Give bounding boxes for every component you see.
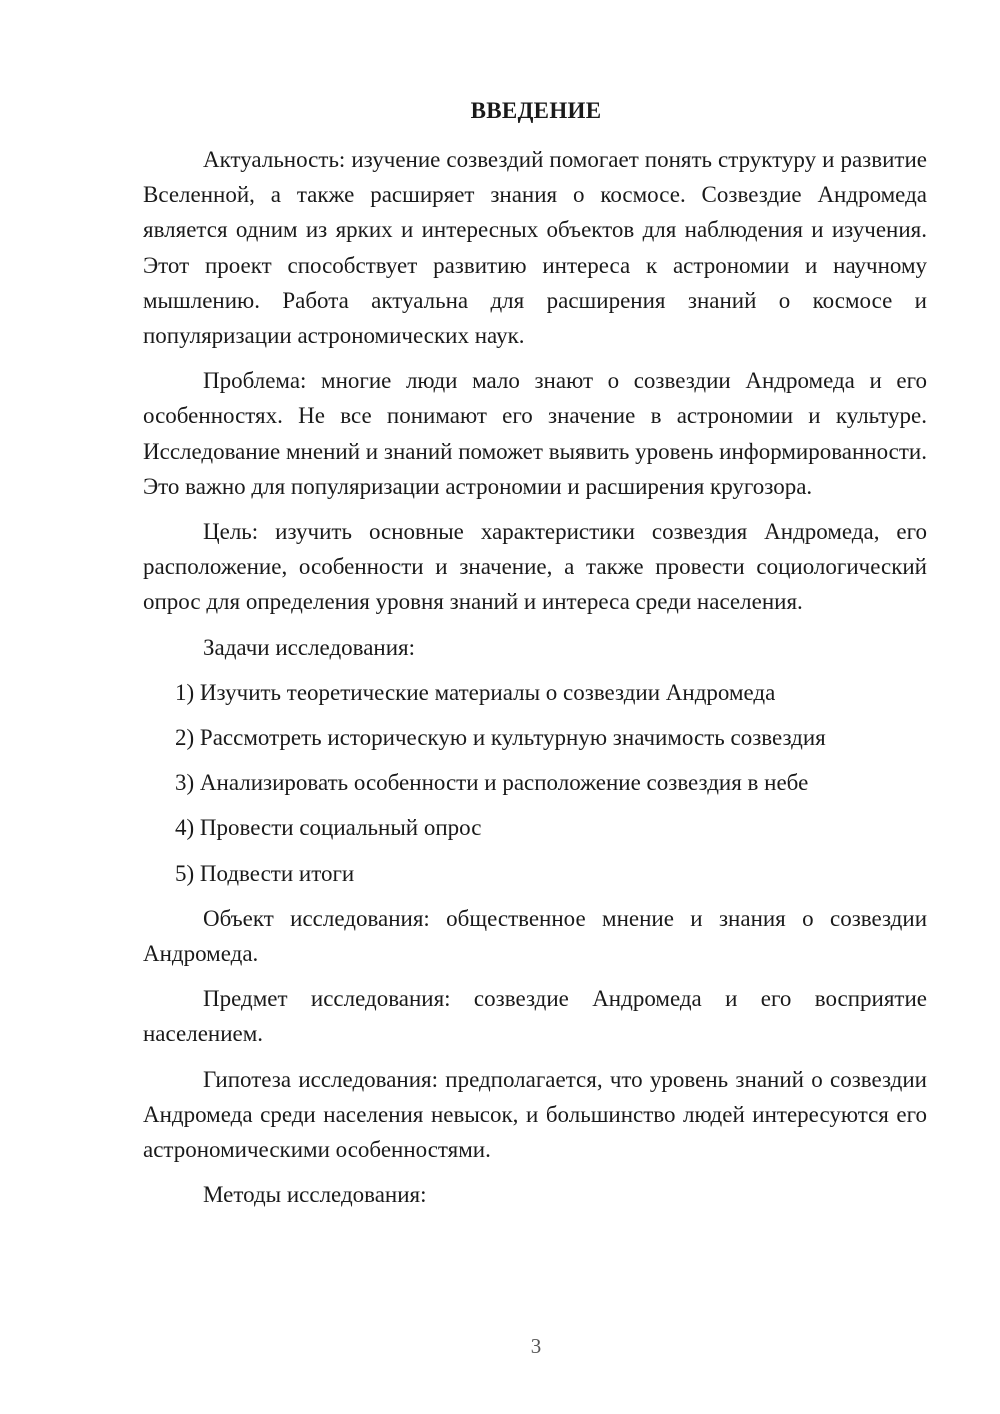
section-title: ВВЕДЕНИЕ bbox=[470, 98, 602, 123]
paragraph-tasks-heading: Задачи исследования: bbox=[203, 634, 416, 660]
list-item: 3) Анализировать особенности и расположение созвездия в небе bbox=[175, 770, 809, 796]
tasks-list bbox=[143, 675, 927, 891]
paragraph-methods-heading: Методы исследования: bbox=[203, 1182, 427, 1208]
list-item: 5) Подвести итоги bbox=[175, 860, 355, 886]
paragraph-object: Объект исследования: общественное мнение и знания о созвездии Андромеда. bbox=[143, 905, 927, 967]
paragraph-subject: Предмет исследования: созвездие Андромеда и его восприятие населением. bbox=[143, 986, 927, 1047]
list-item: 2) Рассмотреть историческую и культурную значимость созвездия bbox=[175, 725, 826, 751]
document-body bbox=[143, 142, 927, 1222]
paragraph-relevance: Актуальность: изучение созвездий помогает понять структуру и развитие Вселенной, а также расширяет знания о космосе. Созвездие Андромеда является одним из ярких и интересных объектов для наблюдения и изучения. Этот проект способствует развитию интереса к астрономии и научному мышлению. Работа актуальна для расширения знаний о космосе и популяризации астрономических наук. bbox=[143, 147, 927, 349]
paragraph-problem: Проблема: многие люди мало знают о созвездии Андромеда и его особенностях. Не все понимают его значение в астрономии и культуре. Исследование мнений и знаний поможет выявить уровень информированности. Это важно для популяризации астрономии и расширения кругозора. bbox=[143, 368, 927, 499]
list-item: 1) Изучить теоретические материалы о созвездии Андромеда bbox=[175, 679, 776, 705]
paragraph-goal: Цель: изучить основные характеристики созвездия Андромеда, его расположение, особенности и значение, а также провести социологический опрос для определения уровня знаний и интереса среди населения. bbox=[143, 519, 927, 615]
page-number: 3 bbox=[530, 1334, 542, 1358]
list-item: 4) Провести социальный опрос bbox=[175, 815, 482, 841]
paragraph-hypothesis: Гипотеза исследования: предполагается, что уровень знаний о созвездии Андромеда среди населения невысок, и большинство людей интересуются его астрономическими особенностями. bbox=[143, 1066, 927, 1163]
